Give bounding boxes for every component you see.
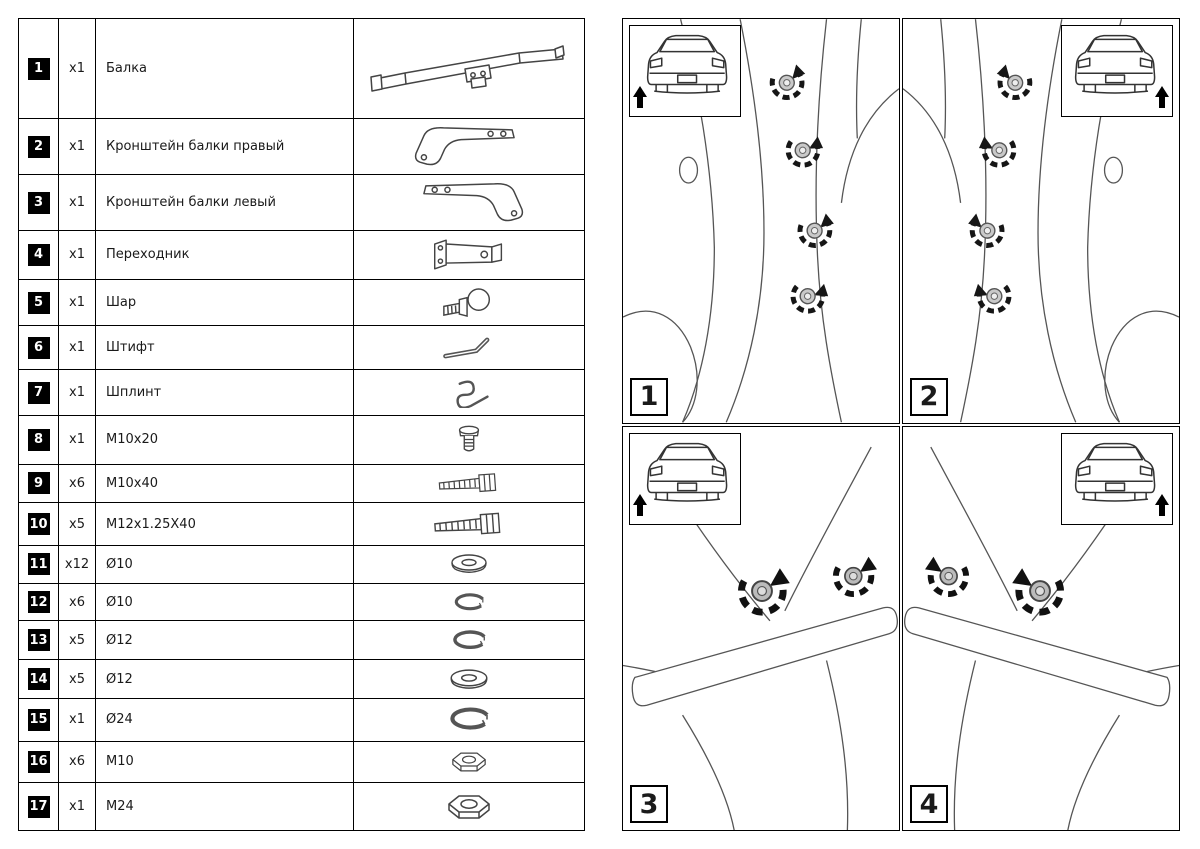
part-name: Шар: [96, 280, 354, 326]
bracket-left-icon: [410, 178, 528, 227]
part-number-badge: 11: [28, 553, 50, 575]
part-number-badge: 4: [28, 244, 50, 266]
table-row: [19, 280, 584, 327]
part-number-badge: 8: [28, 429, 50, 451]
pin-icon: [440, 334, 498, 362]
part-name: Ø10: [96, 546, 354, 583]
part-number-badge: 13: [28, 629, 50, 651]
part-quantity: x1: [59, 783, 96, 830]
part-number-badge: 6: [28, 337, 50, 359]
installation-steps: [622, 18, 1180, 831]
part-illustration: [354, 783, 584, 830]
part-illustration: [354, 370, 584, 415]
spring-washer-icon: [444, 706, 494, 733]
step-number-badge: 3: [630, 785, 668, 823]
part-name: Шплинт: [96, 370, 354, 415]
bolt-icon: [431, 511, 507, 538]
part-number-badge: 10: [28, 513, 50, 535]
step-panel-1: [622, 18, 900, 424]
part-illustration: [354, 175, 584, 230]
table-row: [19, 503, 584, 546]
step-number-badge: 2: [910, 378, 948, 416]
up-arrow-icon: [633, 86, 647, 108]
part-illustration: [354, 19, 584, 118]
car-rear-inset: [1061, 25, 1173, 117]
part-name: Ø24: [96, 699, 354, 741]
part-quantity: x12: [59, 546, 96, 583]
part-name: Кронштейн балки левый: [96, 175, 354, 230]
bracket-right-icon: [410, 122, 528, 171]
car-rear-icon: [1062, 26, 1171, 115]
table-row: [19, 119, 584, 175]
parts-table: [18, 18, 585, 831]
table-row: [19, 326, 584, 370]
part-quantity: x6: [59, 584, 96, 621]
part-illustration: [354, 280, 584, 326]
car-rear-icon: [630, 434, 739, 523]
part-quantity: x1: [59, 326, 96, 369]
part-name: M12x1.25X40: [96, 503, 354, 545]
part-illustration: [354, 546, 584, 583]
flat-washer-icon: [447, 553, 491, 575]
part-number-badge: 12: [28, 591, 50, 613]
part-quantity: x5: [59, 503, 96, 545]
part-quantity: x1: [59, 416, 96, 464]
table-row: [19, 783, 584, 830]
flat-washer-icon: [446, 668, 492, 691]
car-rear-icon: [630, 26, 739, 115]
part-illustration: [354, 326, 584, 369]
bolt-short-icon: [452, 423, 486, 456]
beam-icon: [369, 29, 569, 109]
part-name: M10x20: [96, 416, 354, 464]
part-quantity: x5: [59, 660, 96, 698]
adapter-icon: [429, 238, 509, 271]
part-number-badge: 17: [28, 796, 50, 818]
part-quantity: x1: [59, 119, 96, 174]
table-row: [19, 465, 584, 504]
nut-icon: [443, 791, 495, 823]
spring-washer-icon: [450, 592, 488, 613]
step-panel-2: [902, 18, 1180, 424]
part-name: Ø10: [96, 584, 354, 621]
table-row: [19, 621, 584, 660]
part-name: M24: [96, 783, 354, 830]
table-row: [19, 584, 584, 622]
table-row: [19, 660, 584, 699]
part-number-badge: 7: [28, 382, 50, 404]
part-illustration: [354, 416, 584, 464]
up-arrow-icon: [633, 494, 647, 516]
table-row: [19, 175, 584, 231]
part-illustration: [354, 119, 584, 174]
part-illustration: [354, 231, 584, 279]
part-name: Штифт: [96, 326, 354, 369]
table-row: [19, 742, 584, 784]
up-arrow-icon: [1155, 86, 1169, 108]
spring-washer-icon: [448, 629, 490, 652]
up-arrow-icon: [1155, 494, 1169, 516]
part-number-badge: 5: [28, 292, 50, 314]
part-illustration: [354, 503, 584, 545]
part-name: M10x40: [96, 465, 354, 503]
car-rear-inset: [1061, 433, 1173, 525]
table-row: [19, 370, 584, 416]
car-rear-icon: [1062, 434, 1171, 523]
bolt-icon: [436, 472, 502, 495]
table-row: [19, 19, 584, 119]
step-panel-3: [622, 426, 900, 832]
part-number-badge: 2: [28, 136, 50, 158]
part-illustration: [354, 465, 584, 503]
part-name: Кронштейн балки правый: [96, 119, 354, 174]
part-name: Ø12: [96, 660, 354, 698]
part-name: Балка: [96, 19, 354, 118]
part-quantity: x6: [59, 465, 96, 503]
part-illustration: [354, 742, 584, 783]
part-quantity: x1: [59, 370, 96, 415]
table-row: [19, 546, 584, 584]
part-illustration: [354, 699, 584, 741]
step-number-badge: 1: [630, 378, 668, 416]
car-rear-inset: [629, 25, 741, 117]
part-quantity: x5: [59, 621, 96, 659]
part-name: M10: [96, 742, 354, 783]
step-number-badge: 4: [910, 785, 948, 823]
part-name: Ø12: [96, 621, 354, 659]
part-quantity: x1: [59, 175, 96, 230]
part-illustration: [354, 584, 584, 621]
table-row: [19, 231, 584, 280]
part-number-badge: 15: [28, 709, 50, 731]
cotter-pin-icon: [445, 378, 493, 408]
table-row: [19, 699, 584, 742]
tow-ball-icon: [440, 287, 498, 318]
part-quantity: x6: [59, 742, 96, 783]
part-number-badge: 1: [28, 58, 50, 80]
part-number-badge: 9: [28, 472, 50, 494]
part-number-badge: 16: [28, 751, 50, 773]
part-quantity: x1: [59, 231, 96, 279]
car-rear-inset: [629, 433, 741, 525]
nut-icon: [448, 749, 490, 775]
part-name: Переходник: [96, 231, 354, 279]
table-row: [19, 416, 584, 465]
part-illustration: [354, 621, 584, 659]
part-quantity: x1: [59, 19, 96, 118]
part-number-badge: 3: [28, 192, 50, 214]
part-illustration: [354, 660, 584, 698]
part-quantity: x1: [59, 280, 96, 326]
part-quantity: x1: [59, 699, 96, 741]
step-panel-4: [902, 426, 1180, 832]
part-number-badge: 14: [28, 668, 50, 690]
